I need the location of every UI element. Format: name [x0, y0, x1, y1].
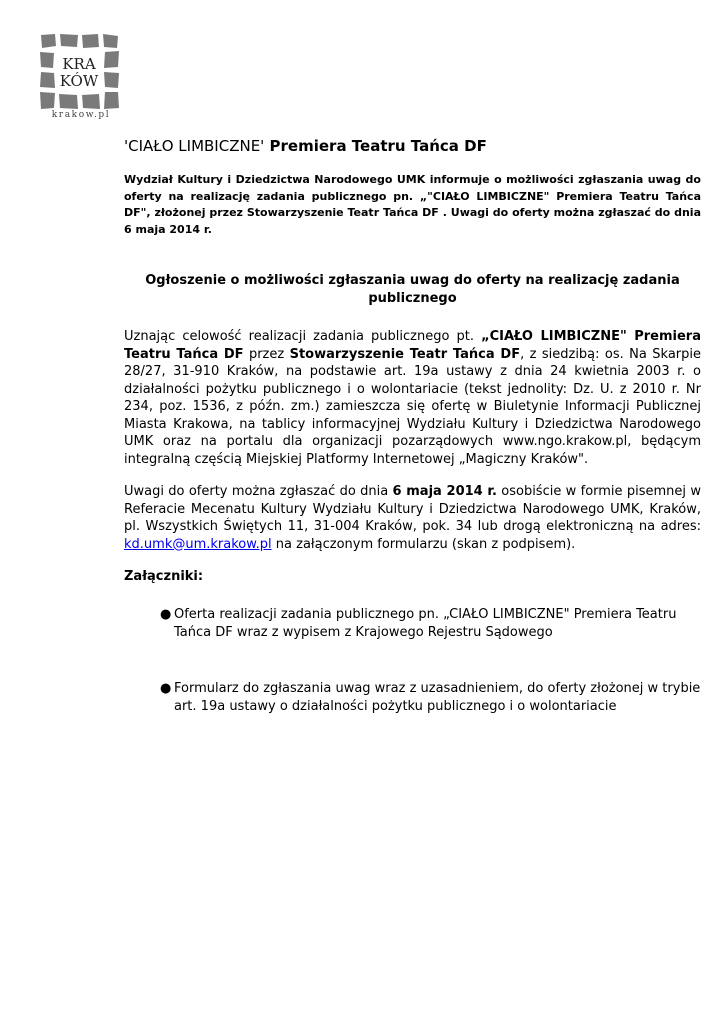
- logo-url: krakow.pl: [51, 110, 111, 120]
- paragraph-1: [124, 328, 701, 468]
- para2-deadline: 6 maja 2014 r.: [392, 484, 497, 499]
- para1-task-name: „CIAŁO LIMBICZNE" Premiera Teatru Tańca DF: [124, 329, 701, 362]
- page-title: [124, 136, 701, 156]
- para1-text-3: , z siedzibą: os. Na Skarpie 28/27, 31-910 Kraków, na podstawie art. 19a ustawy z dnia 24 kwietnia 2003 r. o działalności pożytku publicznego i o wolontariacie (tekst jednolity: Dz. U. z 2010 r. Nr 234, poz. 1536, z późn. zm.) zamieszcza się ofertę w Biuletynie Informacji Publicznej Miasta Krakowa, na tablicy informacyjnej Wydziału Kultury i Dziedzictwa Narodowego UMK oraz na portalu dla organizacji pozarządowych www.ngo.krakow.pl, będącym integralną częścią Miejskiej Platformy Internetowej „Magiczny Kraków".: [124, 346, 701, 467]
- krakow-logo-graphic: [38, 32, 124, 112]
- document-content: [124, 136, 701, 754]
- email-link[interactable]: kd.umk@um.krakow.pl: [124, 536, 272, 552]
- attachments-list: [124, 606, 701, 716]
- logo-text-kow: KÓW: [59, 72, 99, 90]
- attachments-label: Załączniki:: [124, 569, 204, 584]
- attachment-item[interactable]: [160, 606, 701, 642]
- announcement-heading: Ogłoszenie o możliwości zgłaszania uwag do oferty na realizację zadania publicznego: [145, 273, 680, 306]
- attachment-label: Formularz do zgłaszania uwag wraz z uzasadnieniem, do oferty złożonej w trybie art. 19a ustawy o działalności pożytku publicznego i o wolontariacie: [174, 681, 701, 714]
- paragraph-2: [124, 483, 701, 553]
- title-rest: Premiera Teatru Tańca DF: [269, 137, 487, 155]
- para2-text-3: na załączonym formularzu (skan z podpisem).: [271, 536, 576, 552]
- bullet-icon: ●: [160, 681, 172, 696]
- attachment-label: Oferta realizacji zadania publicznego pn. „CIAŁO LIMBICZNE" Premiera Teatru Tańca DF wraz z wypisem z Krajowego Rejestru Sądowego: [174, 607, 677, 640]
- title-quoted: 'CIAŁO LIMBICZNE': [124, 137, 265, 155]
- para1-text-2: przez: [243, 346, 290, 362]
- intro-text: Wydział Kultury i Dziedzictwa Narodowego UMK informuje o możliwości zgłaszania uwag do oferty na realizację zadania publicznego pn. „"CIAŁO LIMBICZNE" Premiera Teatru Tańca DF", złożonej przez Stowarzyszenie Teatr Tańca DF . Uwagi do oferty można zgłaszać do dnia 6 maja 2014 r.: [124, 173, 701, 236]
- para1-text-1: Uznając celowość realizacji zadania publicznego pt.: [124, 329, 482, 344]
- attachment-item[interactable]: [160, 680, 701, 716]
- para2-text-2: osobiście w formie pisemnej w Referacie Mecenatu Kultury Wydziału Kultury i Dziedzictwa Narodowego UMK, Kraków, pl. Wszystkich Świętych 11, 31-004 Kraków, pok. 34 lub drogą elektroniczną na adres:: [124, 484, 701, 534]
- logo-text-kra: KRA: [62, 55, 96, 73]
- para1-organization: Stowarzyszenie Teatr Tańca DF: [289, 346, 521, 362]
- para2-text-1: Uwagi do oferty można zgłaszać do dnia: [124, 484, 393, 499]
- bullet-icon: ●: [160, 607, 172, 622]
